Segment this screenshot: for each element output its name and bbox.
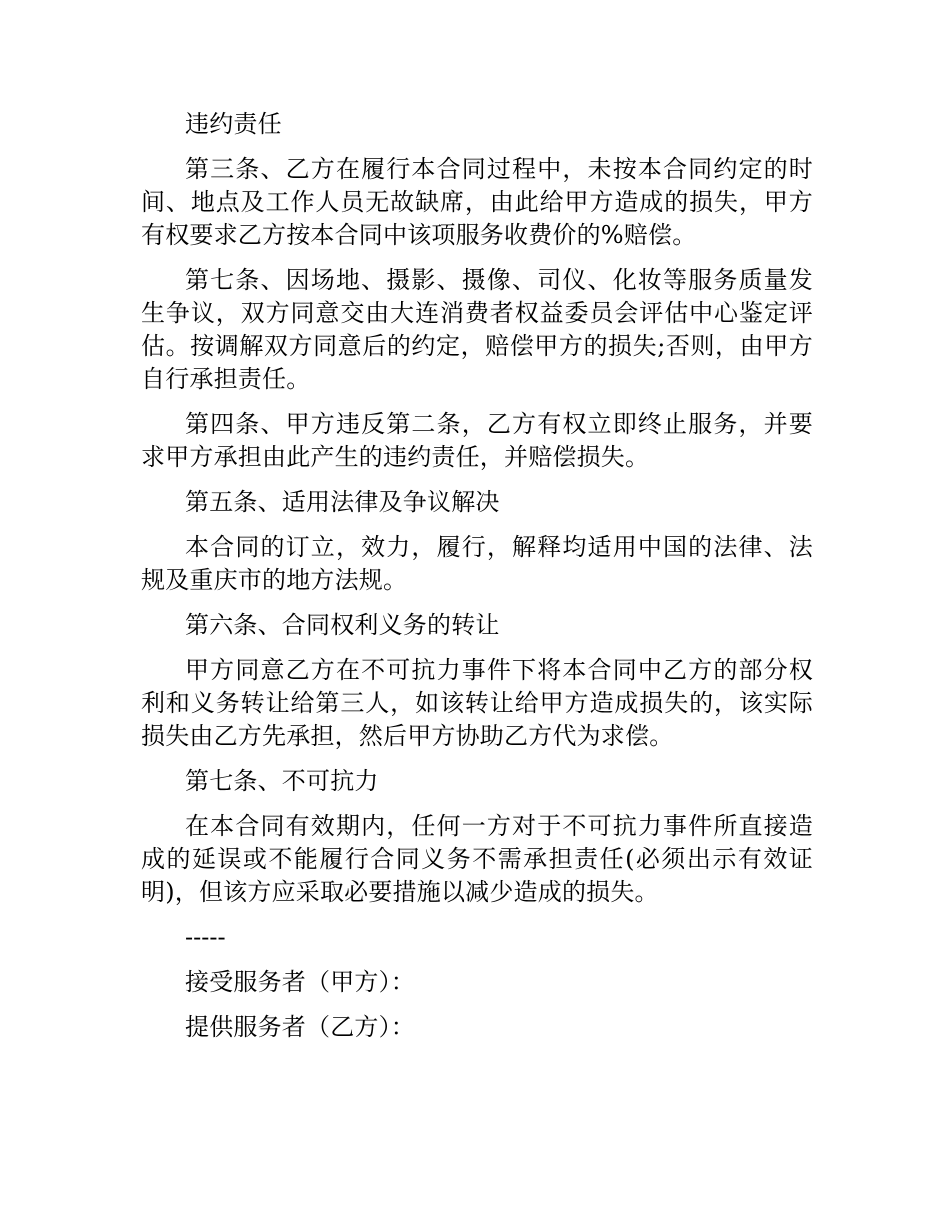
clause-seven-dispute-paragraph: 第七条、因场地、摄影、摄像、司仪、化妆等服务质量发生争议，双方同意交由大连消费者权益委员会评估中心鉴定评估。按调解双方同意后的约定，赔偿甲方的损失;否则，由甲方自行承担责任。 <box>141 266 813 393</box>
assignment-paragraph: 甲方同意乙方在不可抗力事件下将本合同中乙方的部分权利和义务转让给第三人，如该转让给甲方造成损失的，该实际损失由乙方先承担，然后甲方协助乙方代为求偿。 <box>141 656 813 750</box>
clause-five-heading: 第五条、适用法律及争议解决 <box>185 488 500 516</box>
force-majeure-paragraph: 在本合同有效期内，任何一方对于不可抗力事件所直接造成的延误或不能履行合同义务不需承担责任(必须出示有效证明)，但该方应采取必要措施以减少造成的损失。 <box>141 812 813 906</box>
section-heading-breach: 违约责任 <box>185 110 282 138</box>
clause-six-heading: 第六条、合同权利义务的转让 <box>185 611 500 639</box>
signature-party-b: 提供服务者（乙方）： <box>185 1013 415 1041</box>
clause-seven-heading: 第七条、不可抗力 <box>185 767 379 795</box>
clause-four-paragraph: 第四条、甲方违反第二条，乙方有权立即终止服务，并要求甲方承担由此产生的违约责任，并赔偿损失。 <box>141 410 813 471</box>
signature-party-a: 接受服务者（甲方）： <box>185 968 415 996</box>
document-page <box>141 108 813 1056</box>
separator-line: ----- <box>185 923 226 951</box>
governing-law-paragraph: 本合同的订立，效力，履行，解释均适用中国的法律、法规及重庆市的地方法规。 <box>141 533 813 594</box>
clause-three-paragraph: 第三条、乙方在履行本合同过程中，未按本合同约定的时间、地点及工作人员无故缺席，由此给甲方造成的损失，甲方有权要求乙方按本合同中该项服务收费价的%赔偿。 <box>141 155 813 249</box>
